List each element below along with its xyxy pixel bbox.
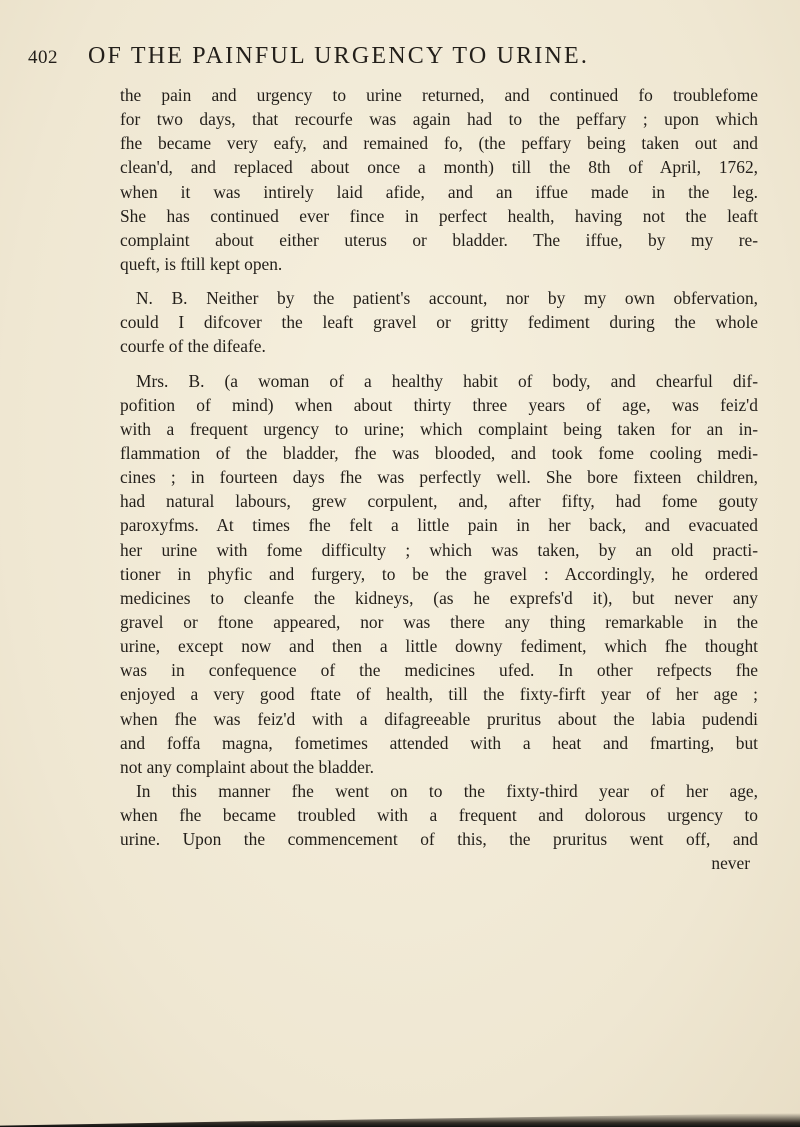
text-line: could I difcover the leaft gravel or gritty fediment during the whole [120,312,758,333]
text-line: flammation of the bladder, fhe was blooded, and took fome cooling medi- [120,442,758,463]
paragraph [120,286,758,358]
text-line: had natural labours, grew corpulent, and, after fifty, had fome gouty [120,491,758,512]
page-number: 402 [28,47,58,68]
text-line: when fhe was feiz'd with a difagreeable pruritus about the labia pudendi [120,708,758,729]
text-line: complaint about either uterus or bladder. The iffue, by my re- [120,229,758,250]
text-line: paroxyfms. At times fhe felt a little pain in her back, and evacuated [120,515,758,536]
text-line: when fhe became troubled with a frequent and dolorous urgency to [120,805,758,826]
body-text [120,83,758,876]
text-line: cines ; in fourteen days fhe was perfectly well. She bore fixteen children, [120,467,758,488]
catchword: never [711,853,750,874]
paragraph [120,779,758,851]
text-line: clean'd, and replaced about once a month) till the 8th of April, 1762, [120,157,758,178]
text-line: her urine with fome difficulty ; which was taken, by an old practi- [120,539,758,560]
text-line: queft, is ftill kept open. [120,253,283,274]
text-line: She has continued ever fince in perfect health, having not the leaft [120,205,758,226]
page-edge-shadow [0,1113,800,1127]
text-line: medicines to cleanfe the kidneys, (as he exprefs'd it), but never any [120,587,758,608]
text-line: when it was intirely laid afide, and an iffue made in the leg. [120,181,758,202]
text-line: was in confequence of the medicines ufed. In other refpects fhe [120,660,758,681]
text-line: tioner in phyfic and furgery, to be the gravel : Accordingly, he ordered [120,563,758,584]
text-line: urine. Upon the commencement of this, the pruritus went off, and [120,829,758,850]
text-line: courfe of the difeafe. [120,336,266,357]
paragraph [120,83,758,276]
text-line: gravel or ftone appeared, nor was there any thing remarkable in the [120,611,758,632]
text-line: for two days, that recourfe was again had to the peffary ; upon which [120,109,758,130]
text-line: the pain and urgency to urine returned, and continued fo troublefome [120,85,758,105]
page-header [28,43,768,73]
paragraph [120,369,758,779]
text-line: N. B. Neither by the patient's account, nor by my own obfervation, [136,288,758,309]
text-line: with a frequent urgency to urine; which complaint being taken for an in- [120,418,758,439]
text-line: fhe became very eafy, and remained fo, (the peffary being taken out and [120,133,758,154]
text-line: Mrs. B. (a woman of a healthy habit of body, and chearful dif- [136,370,758,391]
text-line: not any complaint about the bladder. [120,756,375,777]
text-line: urine, except now and then a little downy fediment, which fhe thought [120,636,758,657]
text-line: and foffa magna, fometimes attended with a heat and fmarting, but [120,732,758,753]
running-head: OF THE PAINFUL URGENCY TO URINE. [88,43,590,69]
text-line: enjoyed a very good ftate of health, till the fixty-firft year of her age ; [120,684,758,705]
text-line: In this manner fhe went on to the fixty-third year of her age, [136,780,758,801]
text-line: pofition of mind) when about thirty three years of age, was feiz'd [120,394,758,415]
